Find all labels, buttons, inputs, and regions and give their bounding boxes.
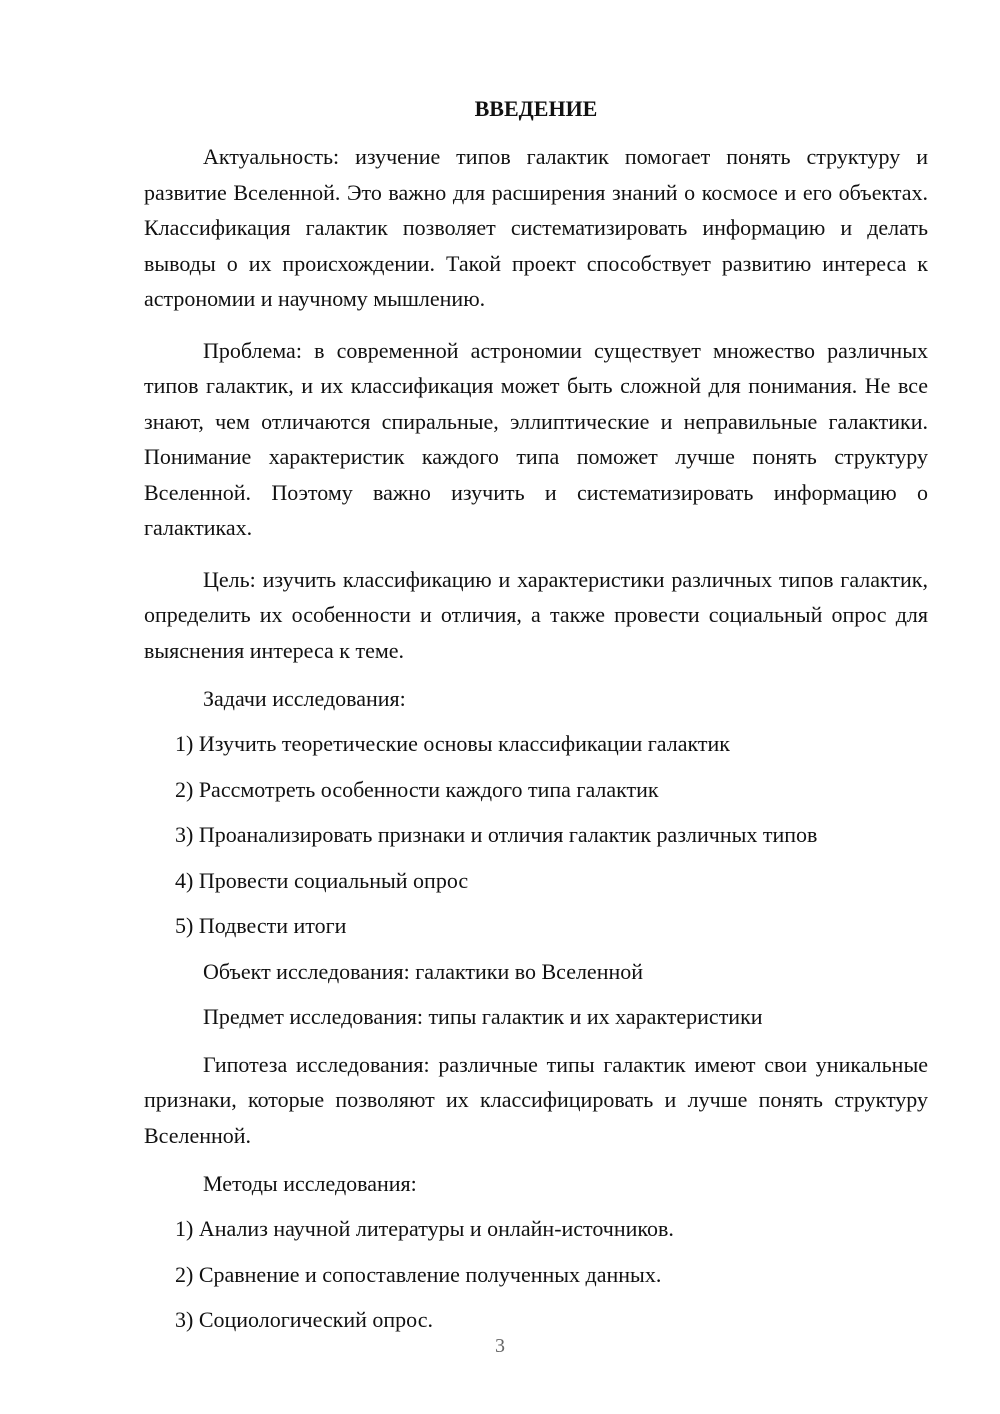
method-item: 3) Социологический опрос.	[175, 1307, 433, 1332]
research-object: Объект исследования: галактики во Вселенной	[203, 958, 644, 984]
problem-paragraph: Проблема: в современной астрономии существует множество различных типов галактик, и их классификация может быть сложной для понимания. Не все знают, чем отличаются спиральные, эллиптические и неправильные галактики. Понимание характеристик каждого типа поможет лучше понять структуру Вселенной. Поэтому важно изучить и систематизировать информацию о галактиках.	[144, 337, 928, 540]
task-item: 5) Подвести итоги	[175, 913, 347, 938]
task-item: 4) Провести социальный опрос	[175, 867, 469, 893]
methods-heading: Методы исследования:	[203, 1171, 417, 1196]
hypothesis-paragraph: Гипотеза исследования: различные типы галактик имеют свои уникальные признаки, которые позволяют их классифицировать и лучше понять структуру Вселенной.	[144, 1051, 928, 1148]
page-content	[144, 91, 928, 1351]
task-item: 2) Рассмотреть особенности каждого типа галактик	[175, 776, 659, 802]
method-item: 2) Сравнение и сопоставление полученных данных.	[175, 1261, 662, 1287]
goal-paragraph: Цель: изучить классификацию и характеристики различных типов галактик, определить их особенности и отличия, а также провести социальный опрос для выяснения интереса к теме.	[144, 566, 928, 663]
page-title: ВВЕДЕНИЕ	[474, 96, 598, 121]
relevance-paragraph: Актуальность: изучение типов галактик помогает понять структуру и развитие Вселенной. Это важно для расширения знаний о космосе и его объектах. Классификация галактик позволяет систематизировать информацию и делать выводы о их происхождении. Такой проект способствует развитию интереса к астрономии и научному мышлению.	[144, 144, 928, 311]
task-item: 1) Изучить теоретические основы классификации галактик	[175, 731, 730, 756]
research-subject: Предмет исследования: типы галактик и их характеристики	[203, 1003, 763, 1029]
method-item: 1) Анализ научной литературы и онлайн-источников.	[175, 1216, 674, 1241]
task-item: 3) Проанализировать признаки и отличия галактик различных типов	[175, 822, 818, 847]
page-number: 3	[495, 1335, 505, 1357]
tasks-heading: Задачи исследования:	[203, 686, 406, 711]
